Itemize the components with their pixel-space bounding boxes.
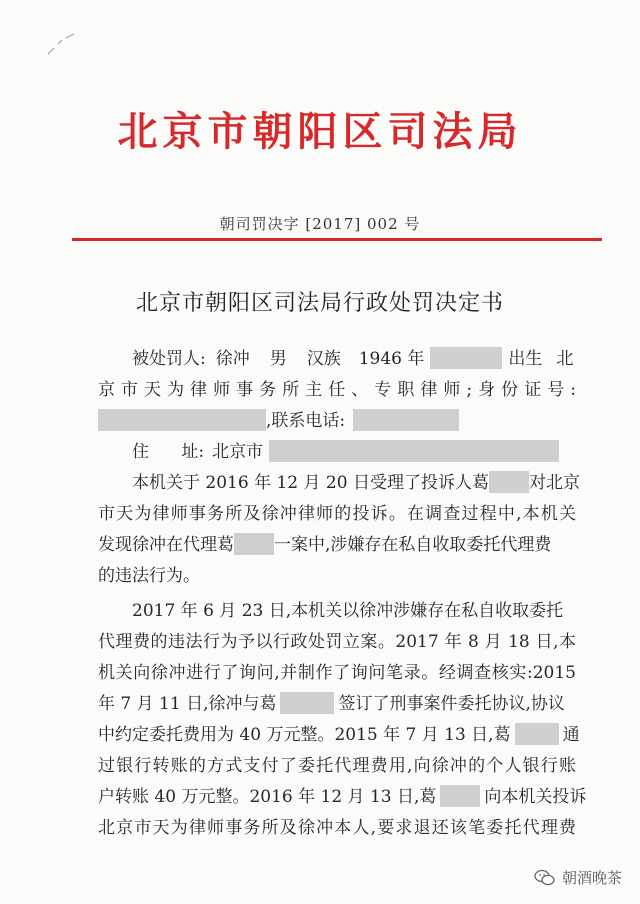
para2-text: 向本机关投诉 — [484, 787, 587, 807]
para2-line-1: 2017 年 6 月 23 日,本机关以徐冲涉嫌存在私自收取委托 — [132, 601, 564, 621]
para2-text: 通 — [562, 725, 580, 745]
para1-text: 本机关于 2016 年 12 月 20 日受理了投诉人葛 — [132, 473, 489, 493]
document-number: 朝司罚决字 [2017] 002 号 — [219, 215, 421, 233]
para2-line-5 — [98, 720, 580, 751]
para1-line-4: 的违法行为。 — [98, 566, 200, 586]
redaction — [234, 533, 274, 555]
para1-line-2: 市天为律师事务所及徐冲律师的投诉。在调查过程中,本机关 — [98, 504, 576, 524]
document-body — [98, 344, 587, 844]
party-gender: 男 — [269, 349, 287, 369]
address-city: 北京市 — [212, 442, 264, 462]
redaction — [440, 785, 480, 807]
para2-line-4 — [98, 689, 576, 720]
party-name: 徐冲 — [215, 349, 250, 369]
wechat-watermark — [534, 867, 622, 888]
para2-line-8: 北京市天为律师事务所及徐冲本人,要求退还该笔委托代理费 — [98, 818, 576, 838]
decision-title: 北京市朝阳区司法局行政处罚决定书 — [135, 291, 504, 316]
redaction — [430, 347, 502, 369]
redaction — [280, 692, 334, 714]
para1-text: 发现徐冲在代理葛 — [98, 535, 234, 555]
para1-text: 一案中,涉嫌存在私自收取委托代理费 — [274, 535, 552, 555]
pen-mark-icon — [44, 30, 84, 60]
wechat-icon — [534, 869, 556, 887]
party-line1-tail: 北 — [556, 349, 574, 369]
para2-line-7 — [98, 782, 587, 813]
watermark-text: 朝酒晚茶 — [561, 869, 622, 887]
para1-line-3 — [98, 530, 576, 561]
redaction — [269, 440, 559, 462]
party-ethnicity: 汉族 — [306, 349, 341, 369]
para1-text: 对北京 — [528, 473, 580, 493]
header-divider — [72, 238, 602, 241]
party-line-2: 京市天为律师事务所主任、专职律师;身份证号: — [98, 380, 576, 400]
para2-text: 户转账 40 万元整。2016 年 12 月 13 日,葛 — [98, 787, 437, 807]
agency-title: 北京市朝阳区司法局 — [117, 109, 523, 155]
party-birth-year: 1946 年 — [358, 349, 425, 369]
party-line-4 — [98, 437, 576, 468]
para2-line-3: 机关向徐冲进行了询问,并制作了询问笔录。经调查核实:2015 — [98, 663, 576, 683]
redaction — [353, 409, 459, 431]
para2-text: 年 7 月 11 日,徐冲与葛 — [98, 694, 277, 714]
redaction — [98, 409, 266, 431]
para2-text: 签订了刑事案件委托协议,协议 — [338, 694, 565, 714]
party-line-3 — [98, 406, 576, 437]
address-label: 住 址: — [132, 442, 205, 462]
phone-label: ,联系电话: — [266, 411, 346, 431]
redaction — [515, 723, 559, 745]
para2-line-6: 过银行转账的方式支付了委托代理费用,向徐冲的个人银行账 — [98, 756, 576, 776]
para1-line-1 — [98, 468, 580, 499]
party-line-1 — [98, 344, 576, 375]
party-birth-suffix: 出生 — [508, 349, 543, 369]
party-label: 被处罚人: — [132, 349, 206, 369]
para2-text: 中约定委托费用为 40 万元整。2015 年 7 月 13 日,葛 — [98, 725, 511, 745]
redaction — [489, 471, 529, 493]
para2-line-2: 代理费的违法行为予以行政处罚立案。2017 年 8 月 18 日,本 — [98, 632, 576, 652]
